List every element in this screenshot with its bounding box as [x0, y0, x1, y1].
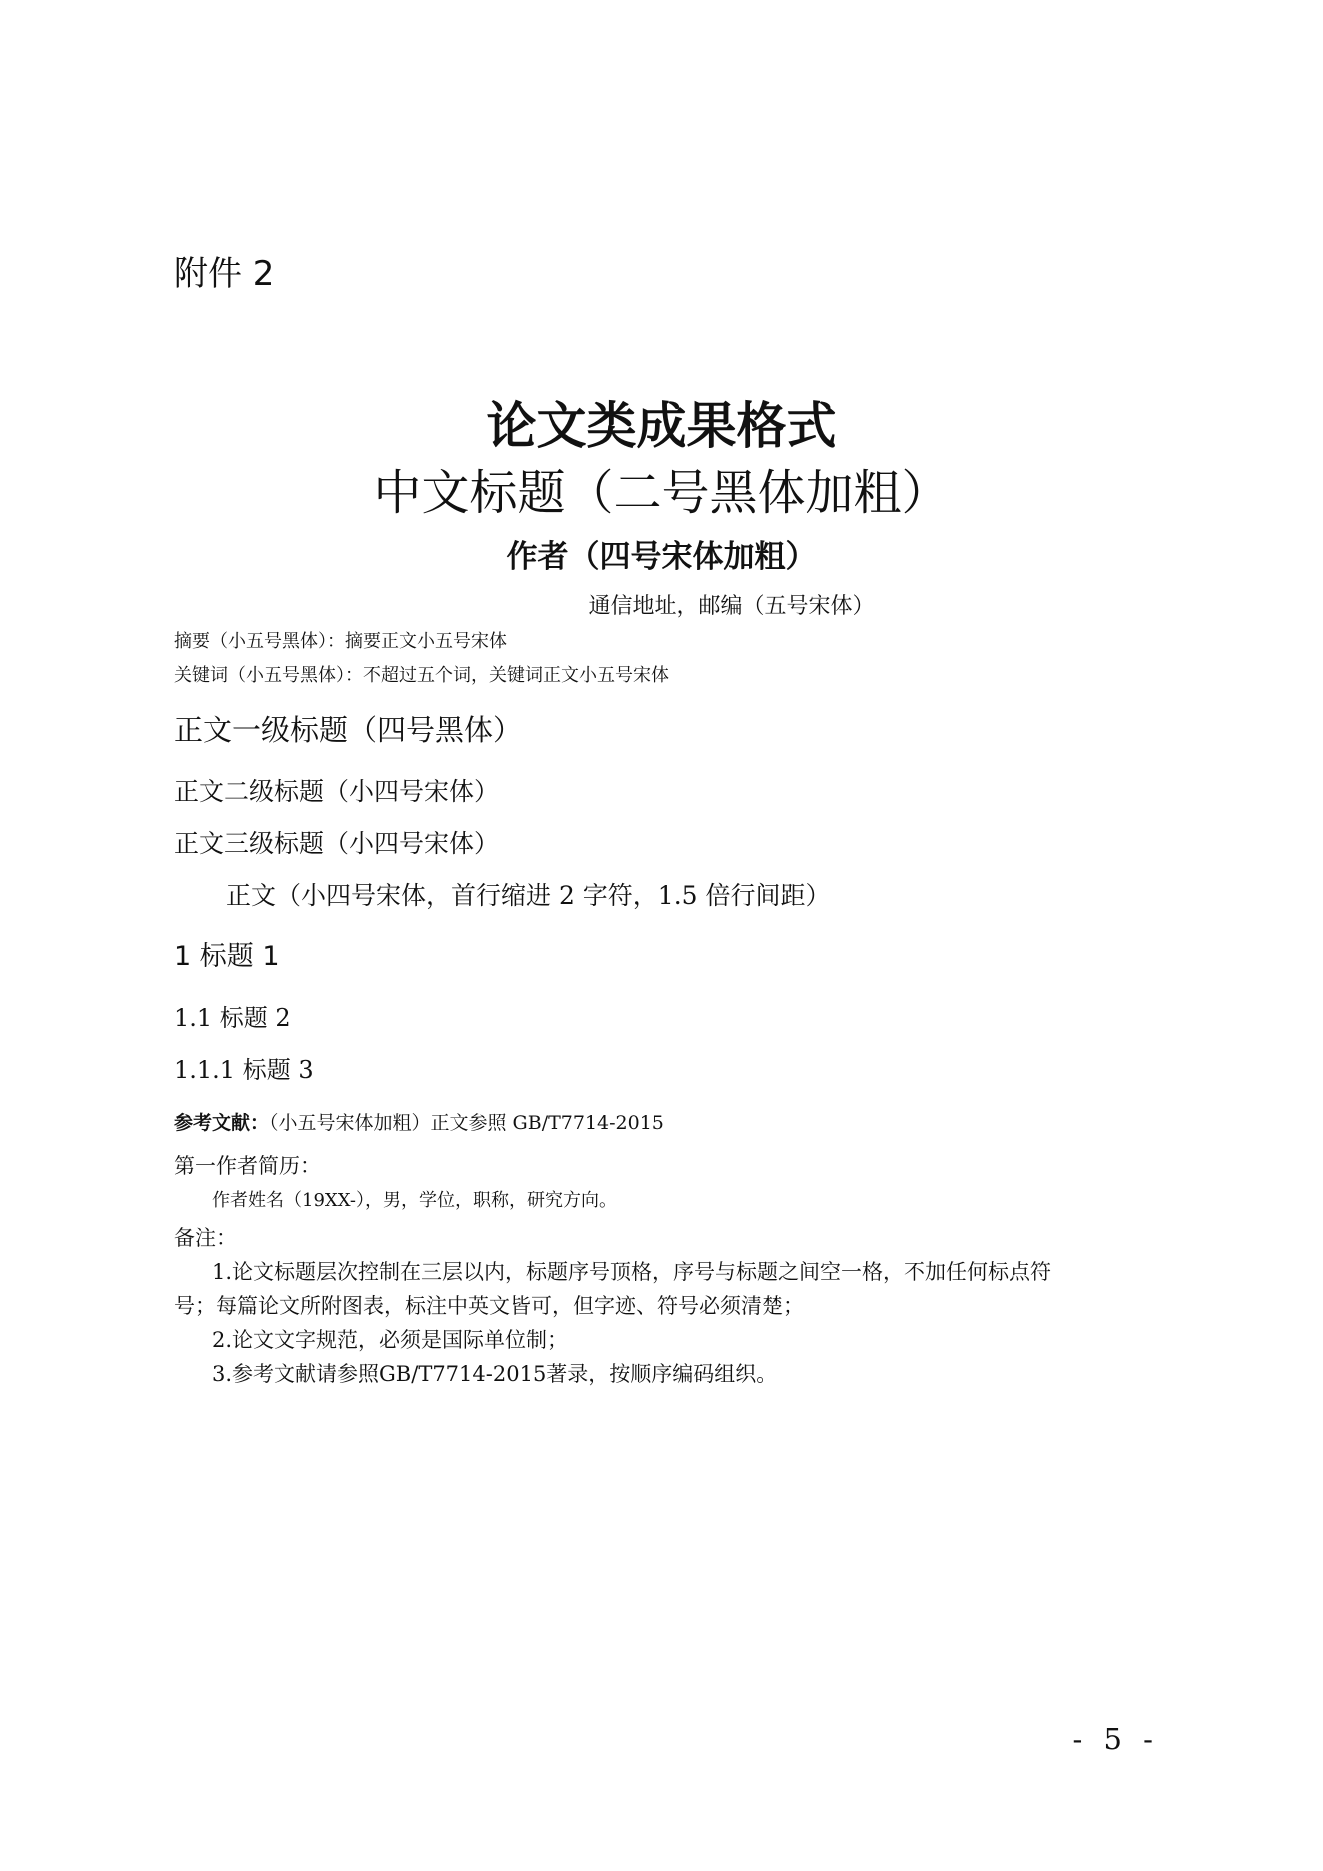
references-label: 参考文献： — [174, 1112, 270, 1134]
document-heading: 论文类成果格式 — [486, 396, 837, 455]
author-bio-text: 作者姓名（19XX-），男，学位，职称，研究方向。 — [212, 1190, 617, 1211]
note-item-1-line2: 号；每篇论文所附图表，标注中英文皆可，但字迹、符号必须清楚； — [174, 1294, 804, 1318]
numbered-heading-3: 1.1.1 标题 3 — [174, 1056, 314, 1084]
author-format-line: 作者（四号宋体加粗） — [506, 539, 817, 575]
author-bio-label: 第一作者简历： — [174, 1154, 321, 1178]
note-item-3: 3.参考文献请参照GB/T7714-2015著录，按顺序编码组织。 — [212, 1362, 778, 1386]
abstract-label: 摘要（小五号黑体）： — [174, 631, 345, 652]
abstract-text: 摘要正文小五号宋体 — [345, 631, 507, 652]
title-format-line: 中文标题（二号黑体加粗） — [373, 465, 950, 521]
keywords-label: 关键词（小五号黑体）： — [174, 665, 363, 686]
numbered-heading-2: 1.1 标题 2 — [174, 1004, 291, 1032]
abstract-line — [174, 627, 507, 653]
references-text: （小五号宋体加粗）正文参照 GB/T7714-2015 — [269, 1112, 664, 1134]
keywords-line — [174, 661, 669, 687]
keywords-text: 不超过五个词，关键词正文小五号宋体 — [363, 665, 669, 686]
heading-level2-sample: 正文二级标题（小四号宋体） — [174, 777, 500, 806]
attachment-label: 附件 2 — [174, 254, 275, 294]
heading-level1-sample: 正文一级标题（四号黑体） — [174, 713, 523, 747]
page-number: - 5 - — [1072, 1722, 1159, 1756]
notes-label: 备注： — [174, 1226, 237, 1250]
note-item-2: 2.论文文字规范，必须是国际单位制； — [212, 1328, 569, 1352]
body-text-sample: 正文（小四号宋体，首行缩进 2 字符，1.5 倍行间距） — [226, 881, 831, 910]
address-format-line: 通信地址，邮编（五号宋体） — [588, 594, 875, 619]
references-line — [174, 1108, 664, 1135]
numbered-heading-1: 1 标题 1 — [174, 941, 280, 972]
heading-level3-sample: 正文三级标题（小四号宋体） — [174, 829, 500, 858]
note-item-1-line1: 1.论文标题层次控制在三层以内，标题序号顶格，序号与标题之间空一格，不加任何标点符 — [212, 1260, 1052, 1284]
